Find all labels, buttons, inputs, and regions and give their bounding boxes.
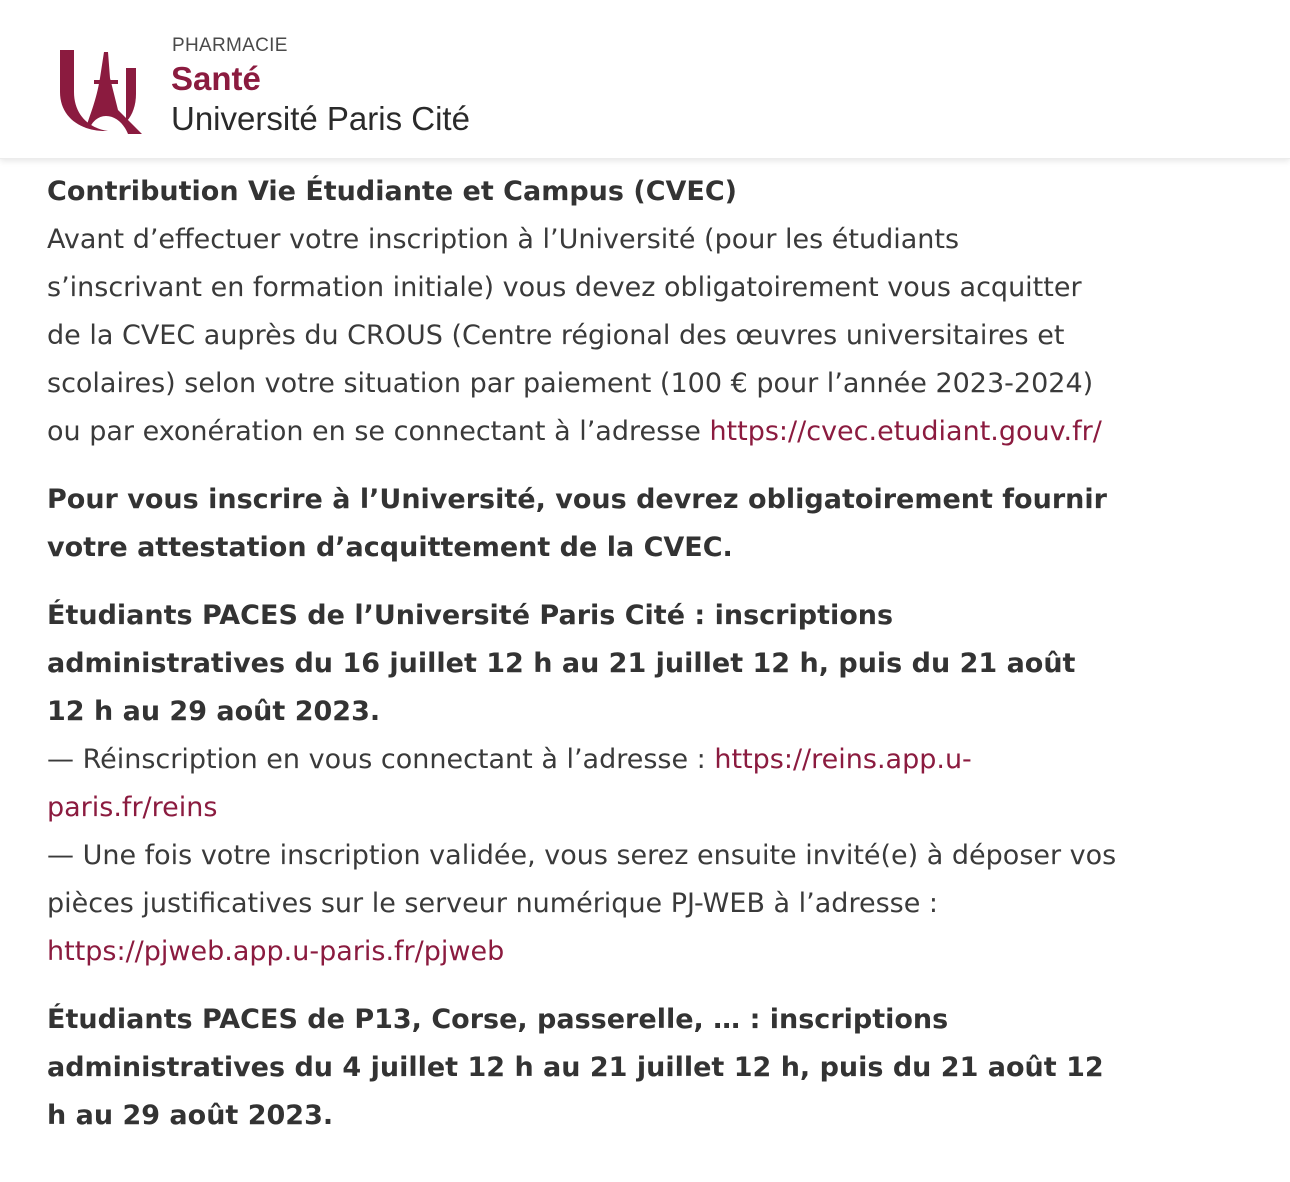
pjweb-link[interactable]: https://pjweb.app.u-paris.fr/pjweb	[47, 936, 505, 967]
cvec-body: Avant d’effectuer votre inscription à l’Université (pour les étudiants s’inscrivant en formation initiale) vous devez obligatoirement vous acquitter de la CVEC auprès du CROUS (Centre régional des œuvres universitaires et scolaires) selon votre situation par paiement (100 € pour l’année 2023-2024) ou par exonération en se connectant à l’adresse	[47, 224, 1094, 447]
logo-sante-text: Santé	[171, 60, 261, 97]
paces-upc-section	[47, 592, 1122, 976]
notice-text: Pour vous inscrire à l’Université, vous devrez obligatoirement fournir votre attestation d’acquittement de la CVEC.	[47, 484, 1107, 563]
paces-upc-title: Étudiants PACES de l’Université Paris Cité : inscriptions administratives du 16 juillet 12 h au 21 juillet 12 h, puis du 21 août 12 h au 29 août 2023.	[47, 600, 1076, 727]
main-content	[47, 168, 1122, 1160]
notice-section	[47, 476, 1122, 572]
site-header	[0, 0, 1290, 159]
cvec-title: Contribution Vie Étudiante et Campus (CVEC)	[47, 176, 738, 207]
reins-link[interactable]: https://reins.app.u-paris.fr/reins	[47, 744, 972, 823]
logo-pharmacie-text: PHARMACIE	[172, 35, 288, 56]
reins-text: — Réinscription en vous connectant à l’adresse :	[47, 744, 706, 775]
cvec-link[interactable]: https://cvec.etudiant.gouv.fr/	[709, 416, 1102, 447]
logo-university-text: Université Paris Cité	[171, 100, 470, 137]
paces-other-title: Étudiants PACES de P13, Corse, passerelle, … : inscriptions administratives du 4 juillet 12 h au 21 juillet 12 h, puis du 21 août 12 h au 29 août 2023.	[47, 1004, 1104, 1131]
cvec-section	[47, 168, 1122, 456]
paces-other-section	[47, 996, 1122, 1140]
pj-text: — Une fois votre inscription validée, vous serez ensuite invité(e) à déposer vos pièces justificatives sur le serveur numérique PJ-WEB à l’adresse :	[47, 840, 1117, 919]
university-logo-icon	[56, 48, 148, 136]
logo-home-link[interactable]	[56, 30, 516, 140]
